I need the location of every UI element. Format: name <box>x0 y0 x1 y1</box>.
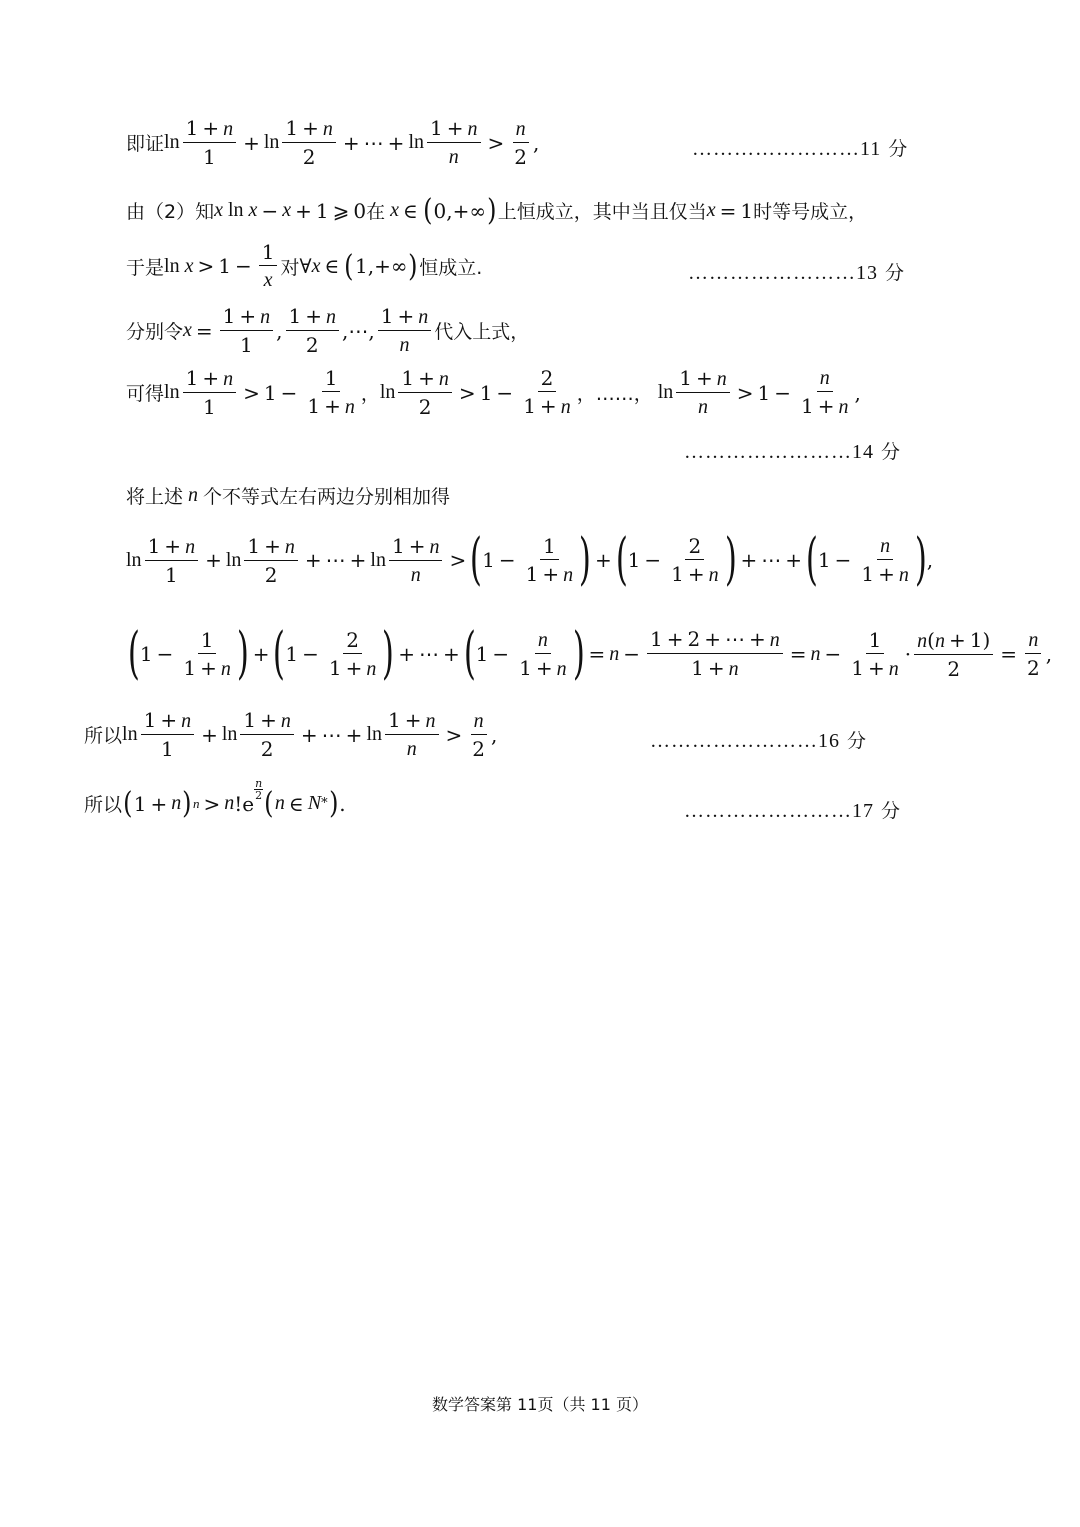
proof-line-8: ( 1 − $\frac{1}{1 + n}$ ) + ( 1 − $\frac{2}{1 + n}$ ) + ⋯ + ( 1 − $\frac{n}{1 + n}$ ) = n − $\frac{1 + 2 + \cdots + n}{1 + n}$ = n − $\frac{1}{1 + n}$ · $\frac{n(n + 1)}{2}$ = $\frac{n}{2}$ , <box>127 621 1053 686</box>
proof-line-2: 由（2）知 x ln x − x + 1 ⩾ 0 在 x ∈ ( 0,+∞ ) 上恒成立，其中当且仅当 x = 1 时等号成立， <box>126 193 868 228</box>
text-jizheng: 即证 <box>126 133 165 155</box>
proof-line-3: 于是 ln x > 1 − $\frac{1}{x}$ 对 ∀ x ∈ ( 1,+∞ ) 恒成立. <box>126 240 483 291</box>
proof-line-6: 将上述 n 个不等式左右两边分别相加得 <box>126 484 451 508</box>
score-14: ……………………14 分 <box>684 441 902 463</box>
proof-line-7: ln $\frac{1 + n}{1}$ + ln $\frac{1 + n}{2}$ + ⋯ + ln $\frac{1 + n}{n}$ > ( 1 − $\frac{1}{1 + n}$ ) + ( 1 − $\frac{2}{1 + n}$ ) + ⋯ + ( 1 − $\frac{n}{1 + n}$ ) , <box>126 527 934 592</box>
fraction: $\frac{n}{2}$ <box>514 117 527 169</box>
fraction: $\frac{1 + n}{2}$ <box>282 118 336 167</box>
proof-line-9: 所以 ln $\frac{1 + n}{1}$ + ln $\frac{1 + n}{2}$ + ⋯ + ln $\frac{1 + n}{n}$ > $\frac{n}{2}$ , <box>84 708 498 761</box>
proof-line-1: 即证 ln $\frac{1 + n}{1}$ + ln $\frac{1 + n}{2}$ + ⋯ + ln $\frac{1 + n}{n}$ > $\frac{n}{2}$ , <box>126 116 540 169</box>
fraction: $\frac{1 + n}{1}$ <box>183 118 237 167</box>
proof-line-5: 可得 ln $\frac{1 + n}{1}$ > 1 − $\frac{1}{1 + n}$ ， ln $\frac{1 + n}{2}$ > 1 − $\frac{2}{1 + n}$ ， ……， ln $\frac{1 + n}{n}$ > 1 − $\frac{n}{1 + n}$ , <box>126 366 861 419</box>
score-13: ……………………13 分 <box>688 262 906 284</box>
page-footer: 数学答案第 11页（共 11 页） <box>432 1395 648 1414</box>
score-16: ……………………16 分 <box>650 730 868 752</box>
fraction: $\frac{1 + n}{n}$ <box>427 118 481 167</box>
score-17: ……………………17 分 <box>684 800 902 822</box>
proof-line-10: 所以 ( 1 + n ) n > n !e n 2 ( n ∈ N * ) . <box>84 777 346 821</box>
proof-line-4: 分别令 x = $\frac{1 + n}{1}$ , $\frac{1 + n}{2}$ ,⋯, $\frac{1 + n}{n}$ 代入上式， <box>126 304 530 357</box>
score-11: ……………………11 分 <box>692 138 909 160</box>
